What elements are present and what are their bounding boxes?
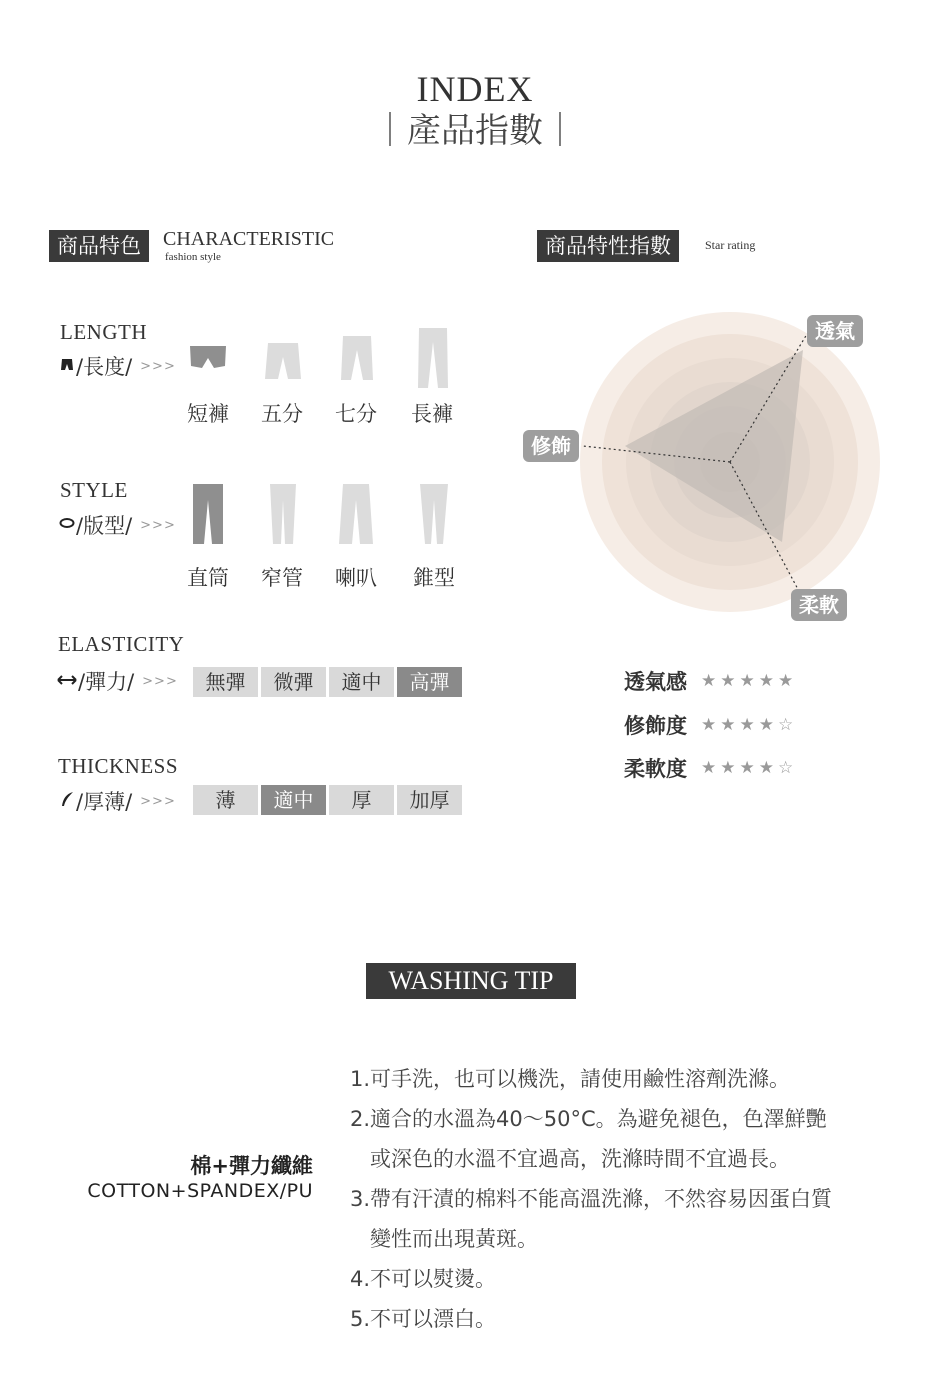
elasticity-option-1: 微彈 (261, 667, 326, 697)
thickness-label-en: THICKNESS (58, 754, 179, 778)
radar-axis-flattering: 修飾 (523, 430, 579, 462)
style-arrows: >>> (140, 517, 176, 533)
star-icon: ★★★★☆ (701, 715, 798, 735)
feather-icon (58, 791, 76, 811)
page-title: INDEX (416, 69, 534, 109)
washing-tip-4: 4.不可以熨燙。 (350, 1267, 497, 1291)
thickness-arrows: >>> (140, 793, 176, 809)
shorts-length-icon (188, 344, 228, 372)
style-label-en: STYLE (60, 478, 128, 502)
skinny-style-icon (268, 482, 298, 546)
length-label-en: LENGTH (60, 320, 147, 344)
washing-tip-5: 5.不可以漂白。 (350, 1307, 497, 1331)
elasticity-option-3-selected: 高彈 (397, 667, 462, 697)
rating-label: 修飾度 (624, 714, 687, 738)
washing-tip-title: WASHING TIP (366, 963, 576, 999)
elasticity-option-0: 無彈 (193, 667, 258, 697)
rating-row-softness (624, 753, 797, 783)
thickness-option-0: 薄 (193, 785, 258, 815)
length-option-2: 七分 (335, 402, 377, 426)
elasticity-label-en: ELASTICITY (58, 632, 185, 656)
star-icon: ★★★★☆ (701, 758, 798, 778)
style-option-3: 錐型 (413, 566, 455, 590)
elasticity-label-zh: /彈力/ (78, 670, 135, 694)
length-option-0: 短褲 (187, 402, 229, 426)
rating-subtitle: Star rating (705, 238, 756, 252)
thickness-label-row (58, 786, 176, 816)
style-option-0: 直筒 (187, 566, 229, 590)
thickness-option-1-selected: 適中 (261, 785, 326, 815)
thickness-option-2: 厚 (329, 785, 394, 815)
elasticity-arrows: >>> (142, 673, 178, 689)
straight-style-icon (191, 482, 225, 546)
half-length-icon (264, 341, 302, 381)
length-option-1: 五分 (261, 402, 303, 426)
shorts-icon (58, 357, 76, 375)
washing-tip-2-cont: 或深色的水溫不宜過高，洗滌時間不宜過長。 (350, 1147, 791, 1171)
characteristic-title: CHARACTERISTIC (163, 228, 335, 250)
length-arrows: >>> (140, 358, 176, 374)
material-zh: 棉+彈力纖維 (190, 1154, 313, 1178)
characteristic-subtitle: fashion style (165, 251, 221, 263)
thickness-label-zh: /厚薄/ (76, 790, 133, 814)
rating-row-flattering (624, 710, 797, 740)
radar-axis-softness: 柔軟 (791, 589, 847, 621)
style-option-2: 喇叭 (335, 566, 377, 590)
style-option-1: 窄管 (261, 566, 303, 590)
rating-row-breathable (624, 666, 797, 696)
washing-tip-3-cont: 變性而出現黃斑。 (350, 1227, 539, 1251)
length-label-row (58, 351, 176, 381)
thickness-options (193, 785, 462, 815)
seven-tenths-icon (339, 334, 375, 382)
radar-chart (575, 310, 885, 620)
elasticity-option-2: 適中 (329, 667, 394, 697)
elasticity-label-row (56, 666, 178, 696)
page-subtitle: ｜產品指數｜ (373, 111, 577, 151)
characteristic-tag: 商品特色 (49, 230, 149, 262)
style-label-row (58, 510, 176, 540)
style-label-zh: /版型/ (76, 514, 133, 538)
rating-tag: 商品特性指數 (537, 230, 679, 262)
length-option-3: 長褲 (411, 402, 453, 426)
tapered-style-icon (418, 482, 450, 546)
length-label-zh: /長度/ (76, 355, 133, 379)
washing-tip-2: 2.適合的水溫為40～50°C。為避免褪色，色澤鮮艷 (350, 1107, 827, 1131)
ring-icon (58, 517, 76, 533)
washing-tip-1: 1.可手洗，也可以機洗，請使用鹼性溶劑洗滌。 (350, 1067, 791, 1091)
material-en: COTTON+SPANDEX/PU (87, 1180, 313, 1202)
stretch-arrow-icon (56, 673, 78, 689)
elasticity-options (193, 667, 462, 697)
long-length-icon (415, 326, 451, 390)
thickness-option-3: 加厚 (397, 785, 462, 815)
washing-tip-3: 3.帶有汗漬的棉料不能高溫洗滌，不然容易因蛋白質 (350, 1187, 833, 1211)
radar-axis-breathable: 透氣 (807, 315, 863, 347)
rating-label: 柔軟度 (624, 757, 687, 781)
flare-style-icon (338, 482, 374, 546)
rating-label: 透氣感 (624, 670, 687, 694)
star-icon: ★★★★★ (701, 671, 798, 691)
